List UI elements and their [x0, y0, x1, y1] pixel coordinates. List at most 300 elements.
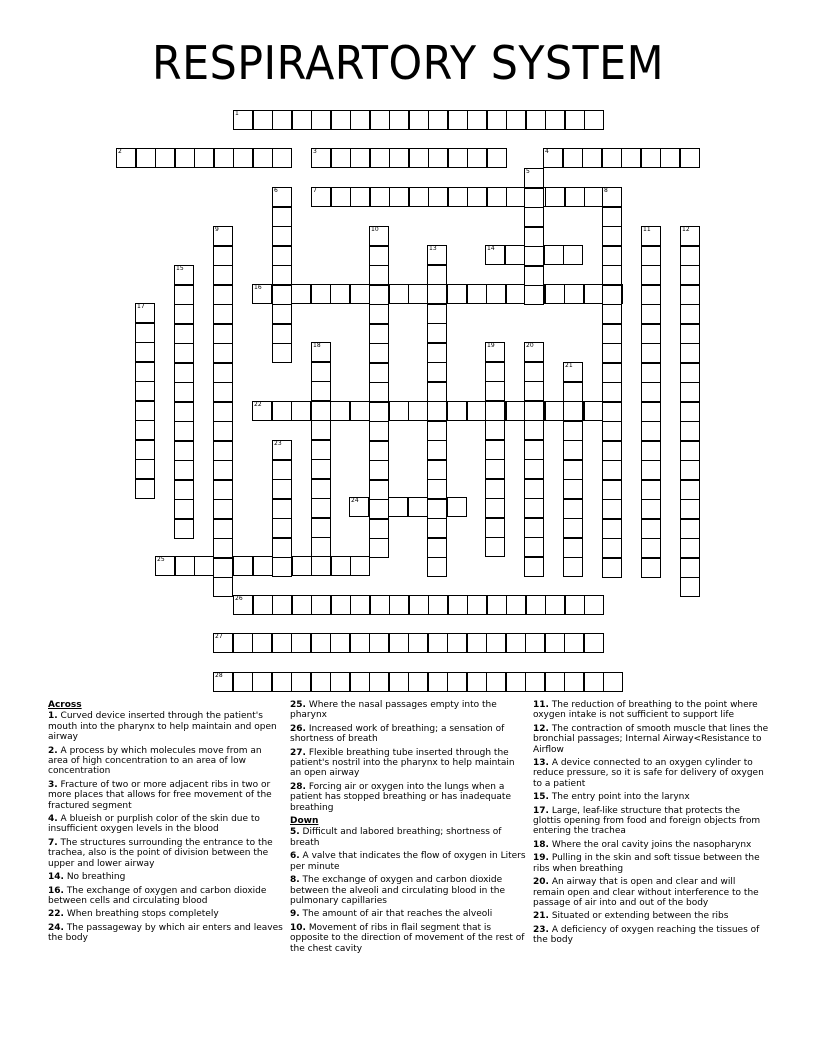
grid-cell[interactable] — [545, 595, 565, 615]
grid-cell[interactable] — [427, 245, 447, 265]
grid-cell[interactable] — [272, 246, 292, 266]
grid-cell[interactable] — [311, 284, 331, 304]
grid-cell[interactable] — [505, 245, 525, 265]
grid-cell[interactable] — [427, 362, 447, 382]
grid-cell[interactable] — [584, 110, 604, 130]
grid-cell[interactable] — [526, 110, 546, 130]
grid-cell[interactable] — [487, 595, 507, 615]
grid-cell[interactable] — [524, 246, 544, 266]
grid-cell[interactable] — [213, 480, 233, 500]
grid-cell[interactable] — [214, 148, 234, 168]
grid-cell[interactable] — [545, 401, 565, 421]
grid-cell[interactable] — [330, 401, 350, 421]
grid-cell[interactable] — [680, 324, 700, 344]
grid-cell[interactable] — [543, 148, 563, 168]
grid-cell[interactable] — [545, 284, 565, 304]
grid-cell[interactable] — [565, 187, 585, 207]
grid-cell[interactable] — [563, 479, 583, 499]
grid-cell[interactable] — [602, 226, 622, 246]
grid-cell[interactable] — [524, 362, 544, 382]
grid-cell[interactable] — [135, 381, 155, 401]
grid-cell[interactable] — [680, 148, 700, 168]
grid-cell[interactable] — [524, 227, 544, 247]
grid-cell[interactable] — [155, 148, 175, 168]
grid-cell[interactable] — [389, 110, 409, 130]
grid-cell[interactable] — [174, 285, 194, 305]
grid-cell[interactable] — [641, 499, 661, 519]
grid-cell[interactable] — [213, 499, 233, 519]
grid-cell[interactable] — [135, 420, 155, 440]
grid-cell[interactable] — [272, 110, 292, 130]
grid-cell[interactable] — [369, 343, 389, 363]
grid-cell[interactable] — [680, 382, 700, 402]
grid-cell[interactable] — [485, 420, 505, 440]
grid-cell[interactable] — [506, 672, 526, 692]
grid-cell[interactable] — [409, 110, 429, 130]
grid-cell[interactable] — [331, 556, 351, 576]
grid-cell[interactable] — [213, 382, 233, 402]
grid-cell[interactable] — [427, 323, 447, 343]
grid-cell[interactable] — [427, 538, 447, 558]
grid-cell[interactable] — [252, 633, 272, 653]
grid-cell[interactable] — [350, 556, 370, 576]
grid-cell[interactable] — [135, 342, 155, 362]
grid-cell[interactable] — [174, 460, 194, 480]
grid-cell[interactable] — [641, 421, 661, 441]
grid-cell[interactable] — [680, 460, 700, 480]
grid-cell[interactable] — [447, 633, 467, 653]
grid-cell[interactable] — [233, 148, 253, 168]
grid-cell[interactable] — [584, 595, 604, 615]
grid-cell[interactable] — [174, 519, 194, 539]
grid-cell[interactable] — [641, 480, 661, 500]
grid-cell[interactable] — [349, 497, 369, 517]
grid-cell[interactable] — [486, 672, 506, 692]
grid-cell[interactable] — [427, 518, 447, 538]
grid-cell[interactable] — [680, 558, 700, 578]
grid-cell[interactable] — [641, 285, 661, 305]
grid-cell[interactable] — [213, 402, 233, 422]
grid-cell[interactable] — [447, 284, 467, 304]
grid-cell[interactable] — [135, 401, 155, 421]
grid-cell[interactable] — [272, 207, 292, 227]
grid-cell[interactable] — [641, 246, 661, 266]
grid-cell[interactable] — [135, 323, 155, 343]
grid-cell[interactable] — [448, 595, 468, 615]
grid-cell[interactable] — [584, 633, 604, 653]
grid-cell[interactable] — [272, 672, 292, 692]
grid-cell[interactable] — [545, 633, 565, 653]
grid-cell[interactable] — [252, 401, 272, 421]
grid-cell[interactable] — [485, 440, 505, 460]
grid-cell[interactable] — [350, 401, 370, 421]
grid-cell[interactable] — [447, 497, 467, 517]
grid-cell[interactable] — [427, 421, 447, 441]
grid-cell[interactable] — [408, 672, 428, 692]
grid-cell[interactable] — [311, 440, 331, 460]
grid-cell[interactable] — [135, 459, 155, 479]
grid-cell[interactable] — [524, 420, 544, 440]
grid-cell[interactable] — [213, 285, 233, 305]
grid-cell[interactable] — [213, 226, 233, 246]
grid-cell[interactable] — [253, 595, 273, 615]
grid-cell[interactable] — [525, 672, 545, 692]
grid-cell[interactable] — [369, 480, 389, 500]
grid-cell[interactable] — [584, 187, 604, 207]
grid-cell[interactable] — [409, 148, 429, 168]
grid-cell[interactable] — [213, 460, 233, 480]
grid-cell[interactable] — [485, 498, 505, 518]
grid-cell[interactable] — [174, 324, 194, 344]
grid-cell[interactable] — [641, 324, 661, 344]
grid-cell[interactable] — [524, 266, 544, 286]
grid-cell[interactable] — [427, 460, 447, 480]
grid-cell[interactable] — [272, 479, 292, 499]
grid-cell[interactable] — [602, 187, 622, 207]
grid-cell[interactable] — [174, 402, 194, 422]
grid-cell[interactable] — [467, 110, 487, 130]
grid-cell[interactable] — [233, 672, 253, 692]
grid-cell[interactable] — [194, 148, 214, 168]
grid-cell[interactable] — [427, 401, 447, 421]
grid-cell[interactable] — [369, 285, 389, 305]
grid-cell[interactable] — [602, 421, 622, 441]
grid-cell[interactable] — [524, 381, 544, 401]
grid-cell[interactable] — [582, 148, 602, 168]
grid-cell[interactable] — [506, 595, 526, 615]
grid-cell[interactable] — [389, 672, 409, 692]
grid-cell[interactable] — [272, 538, 292, 558]
grid-cell[interactable] — [369, 499, 389, 519]
grid-cell[interactable] — [370, 148, 390, 168]
grid-cell[interactable] — [524, 557, 544, 577]
grid-cell[interactable] — [350, 110, 370, 130]
grid-cell[interactable] — [272, 265, 292, 285]
grid-cell[interactable] — [680, 226, 700, 246]
grid-cell[interactable] — [272, 187, 292, 207]
grid-cell[interactable] — [233, 595, 253, 615]
grid-cell[interactable] — [213, 672, 233, 692]
grid-cell[interactable] — [565, 110, 585, 130]
grid-cell[interactable] — [272, 226, 292, 246]
grid-cell[interactable] — [447, 672, 467, 692]
grid-cell[interactable] — [506, 401, 526, 421]
grid-cell[interactable] — [680, 402, 700, 422]
grid-cell[interactable] — [427, 479, 447, 499]
grid-cell[interactable] — [641, 148, 661, 168]
grid-cell[interactable] — [603, 672, 623, 692]
grid-cell[interactable] — [680, 363, 700, 383]
grid-cell[interactable] — [370, 110, 390, 130]
grid-cell[interactable] — [213, 246, 233, 266]
grid-cell[interactable] — [563, 148, 583, 168]
grid-cell[interactable] — [291, 633, 311, 653]
grid-cell[interactable] — [524, 498, 544, 518]
grid-cell[interactable] — [369, 633, 389, 653]
grid-cell[interactable] — [602, 460, 622, 480]
grid-cell[interactable] — [428, 672, 448, 692]
grid-cell[interactable] — [291, 401, 311, 421]
grid-cell[interactable] — [485, 342, 505, 362]
grid-cell[interactable] — [272, 401, 292, 421]
grid-cell[interactable] — [311, 342, 331, 362]
grid-cell[interactable] — [680, 265, 700, 285]
grid-cell[interactable] — [641, 343, 661, 363]
grid-cell[interactable] — [602, 538, 622, 558]
grid-cell[interactable] — [213, 265, 233, 285]
grid-cell[interactable] — [427, 265, 447, 285]
grid-cell[interactable] — [680, 285, 700, 305]
grid-cell[interactable] — [408, 497, 428, 517]
grid-cell[interactable] — [174, 363, 194, 383]
grid-cell[interactable] — [487, 148, 507, 168]
grid-cell[interactable] — [253, 110, 273, 130]
grid-cell[interactable] — [311, 110, 331, 130]
grid-cell[interactable] — [428, 595, 448, 615]
grid-cell[interactable] — [680, 421, 700, 441]
grid-cell[interactable] — [602, 441, 622, 461]
grid-cell[interactable] — [427, 343, 447, 363]
grid-cell[interactable] — [331, 187, 351, 207]
grid-cell[interactable] — [641, 558, 661, 578]
grid-cell[interactable] — [584, 672, 604, 692]
grid-cell[interactable] — [291, 672, 311, 692]
grid-cell[interactable] — [388, 497, 408, 517]
grid-cell[interactable] — [428, 633, 448, 653]
grid-cell[interactable] — [467, 401, 487, 421]
grid-cell[interactable] — [292, 110, 312, 130]
grid-cell[interactable] — [292, 595, 312, 615]
grid-cell[interactable] — [427, 499, 447, 519]
grid-cell[interactable] — [272, 499, 292, 519]
grid-cell[interactable] — [563, 557, 583, 577]
grid-cell[interactable] — [213, 538, 233, 558]
grid-cell[interactable] — [408, 633, 428, 653]
grid-cell[interactable] — [135, 479, 155, 499]
grid-cell[interactable] — [311, 459, 331, 479]
grid-cell[interactable] — [485, 245, 505, 265]
grid-cell[interactable] — [602, 402, 622, 422]
grid-cell[interactable] — [369, 441, 389, 461]
grid-cell[interactable] — [621, 148, 641, 168]
grid-cell[interactable] — [135, 362, 155, 382]
grid-cell[interactable] — [213, 421, 233, 441]
grid-cell[interactable] — [427, 440, 447, 460]
grid-cell[interactable] — [370, 595, 390, 615]
grid-cell[interactable] — [563, 499, 583, 519]
grid-cell[interactable] — [584, 284, 604, 304]
grid-cell[interactable] — [641, 304, 661, 324]
grid-cell[interactable] — [252, 284, 272, 304]
grid-cell[interactable] — [369, 382, 389, 402]
grid-cell[interactable] — [525, 633, 545, 653]
grid-cell[interactable] — [272, 518, 292, 538]
grid-cell[interactable] — [524, 459, 544, 479]
grid-cell[interactable] — [524, 479, 544, 499]
grid-cell[interactable] — [389, 401, 409, 421]
grid-cell[interactable] — [350, 672, 370, 692]
grid-cell[interactable] — [427, 304, 447, 324]
grid-cell[interactable] — [272, 343, 292, 363]
grid-cell[interactable] — [563, 460, 583, 480]
grid-cell[interactable] — [485, 362, 505, 382]
grid-cell[interactable] — [584, 401, 604, 421]
grid-cell[interactable] — [448, 187, 468, 207]
grid-cell[interactable] — [602, 519, 622, 539]
grid-cell[interactable] — [524, 342, 544, 362]
grid-cell[interactable] — [311, 633, 331, 653]
grid-cell[interactable] — [233, 633, 253, 653]
grid-cell[interactable] — [409, 187, 429, 207]
grid-cell[interactable] — [602, 382, 622, 402]
grid-cell[interactable] — [213, 558, 233, 578]
grid-cell[interactable] — [389, 633, 409, 653]
grid-cell[interactable] — [311, 148, 331, 168]
grid-cell[interactable] — [427, 557, 447, 577]
grid-cell[interactable] — [660, 148, 680, 168]
grid-cell[interactable] — [272, 460, 292, 480]
grid-cell[interactable] — [428, 110, 448, 130]
grid-cell[interactable] — [447, 401, 467, 421]
grid-cell[interactable] — [272, 557, 292, 577]
grid-cell[interactable] — [331, 595, 351, 615]
grid-cell[interactable] — [467, 284, 487, 304]
grid-cell[interactable] — [116, 148, 136, 168]
grid-cell[interactable] — [389, 284, 409, 304]
grid-cell[interactable] — [563, 401, 583, 421]
grid-cell[interactable] — [174, 382, 194, 402]
grid-cell[interactable] — [506, 284, 526, 304]
grid-cell[interactable] — [641, 265, 661, 285]
grid-cell[interactable] — [680, 246, 700, 266]
grid-cell[interactable] — [311, 420, 331, 440]
grid-cell[interactable] — [369, 265, 389, 285]
grid-cell[interactable] — [524, 188, 544, 208]
grid-cell[interactable] — [680, 480, 700, 500]
grid-cell[interactable] — [524, 518, 544, 538]
grid-cell[interactable] — [563, 518, 583, 538]
grid-cell[interactable] — [602, 285, 622, 305]
grid-cell[interactable] — [135, 440, 155, 460]
grid-cell[interactable] — [602, 499, 622, 519]
grid-cell[interactable] — [602, 558, 622, 578]
grid-cell[interactable] — [602, 324, 622, 344]
grid-cell[interactable] — [175, 148, 195, 168]
grid-cell[interactable] — [272, 285, 292, 305]
grid-cell[interactable] — [135, 303, 155, 323]
grid-cell[interactable] — [155, 556, 175, 576]
grid-cell[interactable] — [486, 284, 506, 304]
grid-cell[interactable] — [485, 479, 505, 499]
grid-cell[interactable] — [174, 441, 194, 461]
grid-cell[interactable] — [389, 187, 409, 207]
grid-cell[interactable] — [311, 498, 331, 518]
grid-cell[interactable] — [602, 265, 622, 285]
grid-cell[interactable] — [467, 633, 487, 653]
grid-cell[interactable] — [564, 284, 584, 304]
grid-cell[interactable] — [213, 343, 233, 363]
grid-cell[interactable] — [350, 633, 370, 653]
grid-cell[interactable] — [563, 382, 583, 402]
grid-cell[interactable] — [311, 595, 331, 615]
grid-cell[interactable] — [524, 168, 544, 188]
grid-cell[interactable] — [428, 187, 448, 207]
grid-cell[interactable] — [350, 284, 370, 304]
grid-cell[interactable] — [487, 187, 507, 207]
grid-cell[interactable] — [369, 246, 389, 266]
grid-cell[interactable] — [487, 110, 507, 130]
grid-cell[interactable] — [680, 538, 700, 558]
grid-cell[interactable] — [544, 245, 564, 265]
grid-cell[interactable] — [389, 595, 409, 615]
grid-cell[interactable] — [194, 556, 214, 576]
grid-cell[interactable] — [448, 148, 468, 168]
grid-cell[interactable] — [485, 401, 505, 421]
grid-cell[interactable] — [369, 519, 389, 539]
grid-cell[interactable] — [602, 148, 622, 168]
grid-cell[interactable] — [641, 382, 661, 402]
grid-cell[interactable] — [448, 110, 468, 130]
grid-cell[interactable] — [680, 441, 700, 461]
grid-cell[interactable] — [369, 363, 389, 383]
grid-cell[interactable] — [213, 363, 233, 383]
grid-cell[interactable] — [292, 556, 312, 576]
grid-cell[interactable] — [506, 187, 526, 207]
grid-cell[interactable] — [680, 577, 700, 597]
grid-cell[interactable] — [272, 324, 292, 344]
grid-cell[interactable] — [272, 595, 292, 615]
grid-cell[interactable] — [369, 538, 389, 558]
grid-cell[interactable] — [389, 148, 409, 168]
grid-cell[interactable] — [641, 460, 661, 480]
grid-cell[interactable] — [330, 633, 350, 653]
grid-cell[interactable] — [467, 148, 487, 168]
grid-cell[interactable] — [136, 148, 156, 168]
grid-cell[interactable] — [233, 556, 253, 576]
grid-cell[interactable] — [330, 672, 350, 692]
grid-cell[interactable] — [545, 110, 565, 130]
grid-cell[interactable] — [485, 537, 505, 557]
grid-cell[interactable] — [427, 284, 447, 304]
grid-cell[interactable] — [174, 343, 194, 363]
grid-cell[interactable] — [311, 401, 331, 421]
grid-cell[interactable] — [311, 518, 331, 538]
grid-cell[interactable] — [369, 672, 389, 692]
grid-cell[interactable] — [253, 556, 273, 576]
grid-cell[interactable] — [467, 672, 487, 692]
grid-cell[interactable] — [526, 595, 546, 615]
grid-cell[interactable] — [213, 519, 233, 539]
grid-cell[interactable] — [311, 381, 331, 401]
grid-cell[interactable] — [563, 245, 583, 265]
grid-cell[interactable] — [602, 304, 622, 324]
grid-cell[interactable] — [331, 110, 351, 130]
grid-cell[interactable] — [485, 518, 505, 538]
grid-cell[interactable] — [563, 421, 583, 441]
grid-cell[interactable] — [311, 362, 331, 382]
grid-cell[interactable] — [602, 343, 622, 363]
grid-cell[interactable] — [467, 595, 487, 615]
grid-cell[interactable] — [311, 556, 331, 576]
grid-cell[interactable] — [545, 672, 565, 692]
grid-cell[interactable] — [564, 672, 584, 692]
grid-cell[interactable] — [680, 519, 700, 539]
grid-cell[interactable] — [641, 441, 661, 461]
grid-cell[interactable] — [311, 479, 331, 499]
grid-cell[interactable] — [311, 187, 331, 207]
grid-cell[interactable] — [174, 499, 194, 519]
grid-cell[interactable] — [602, 246, 622, 266]
